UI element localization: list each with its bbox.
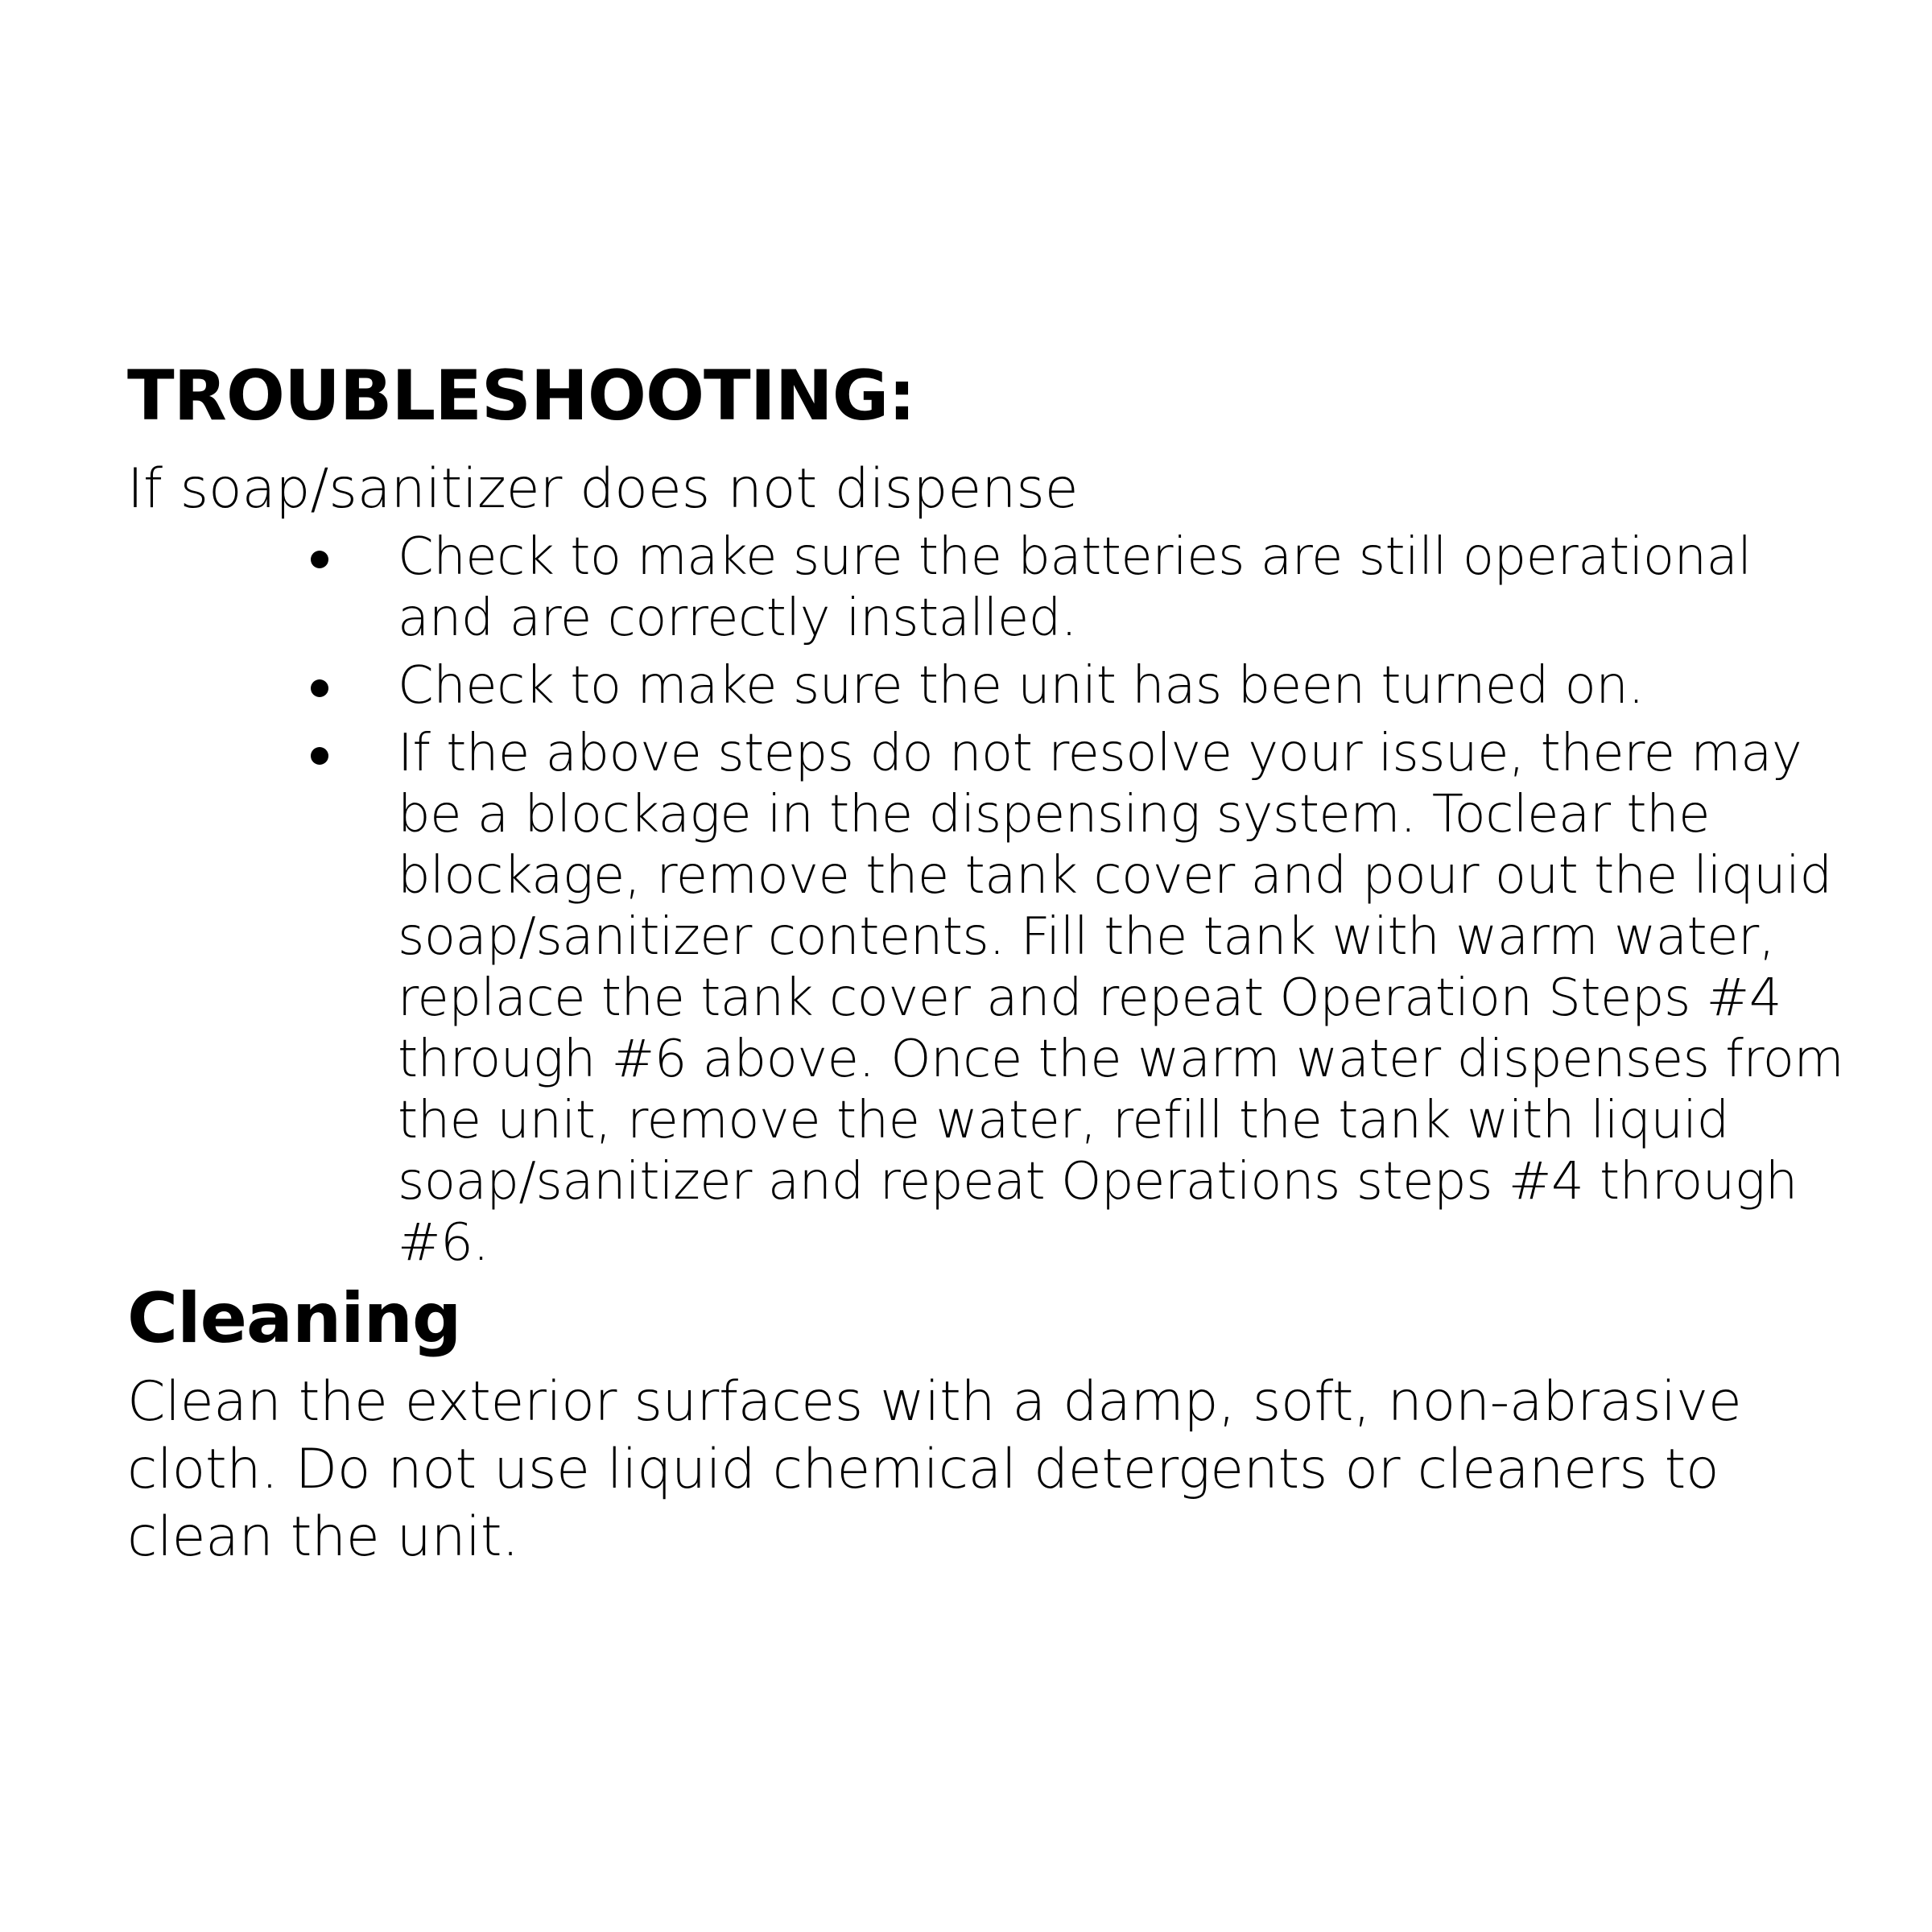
list-item-text: Check to make sure the unit has been turned on. [398, 656, 1645, 716]
list-item-text: Check to make sure the batteries are still operational and are correctly installed. [398, 527, 1752, 648]
list-item [306, 723, 1852, 1274]
list-item-text: If the above steps do not resolve your issue, there may be a blockage in the dispensing system. Toclear the blockage, remove the tank cover and pour out the liquid soap/sanitizer contents. Fill the tank with warm water, replace the tank cover and repeat Operation Steps #4 through #6 above. Once the warm water dispenses from the unit, remove the water, refill the tank with liquid soap/sanitizer and repeat Operations steps #4 through #6. [398, 724, 1844, 1273]
troubleshooting-heading: TROUBLESHOOTING: [127, 356, 915, 436]
troubleshooting-list [306, 526, 1852, 1280]
troubleshooting-intro: If soap/sanitizer does not dispense [127, 457, 1079, 521]
bullet-icon [311, 679, 328, 697]
bullet-icon [311, 551, 328, 568]
list-item [306, 655, 1852, 716]
cleaning-paragraph: Clean the exterior surfaces with a damp, soft, non-abrasive cloth. Do not use liquid chemical detergents or cleaners to clean the unit. [127, 1370, 1742, 1569]
bullet-icon [311, 747, 328, 765]
list-item [306, 526, 1852, 649]
cleaning-heading: Cleaning [127, 1278, 461, 1359]
